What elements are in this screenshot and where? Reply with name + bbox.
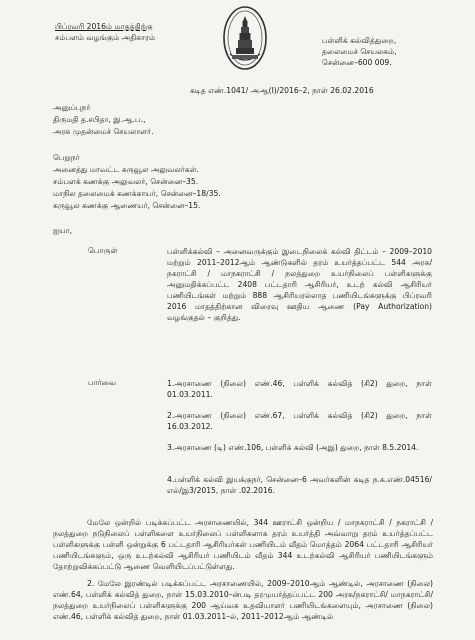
recipient-line: கருவூல கணக்கு ஆணையர், சென்னை–15.	[53, 201, 201, 210]
sender-label: அனுப்புநர்	[53, 103, 91, 112]
subject-label: பொருள்	[88, 246, 118, 255]
salutation: ஐயா,	[53, 226, 72, 235]
recipient-line: மாநில தலைமைக் கணக்காயர், சென்னை–18/35.	[53, 189, 221, 198]
header-right-line3: சென்னை–600 009.	[322, 58, 392, 67]
body-paragraph-2: 2. மேலே இரண்டில் படிக்கப்பட்ட அரசாணையில், 2009–2010ஆம் ஆண்டில், அரசாணை (நிலை) எண்.64, பள்ளிக் கல்வித் துறை, நாள் 15.03.2010–ன்படி தரமுயர்த்தப்பட்ட 200 அரசு/நகராட்சி/ மாநகராட்சி/ நலத்துறை உயர்நிலைப் பள்ளிகளுக்கு 200 ஆய்வக உதவியாளர் பணியிடங்களையும், அரசாணை (நிலை) எண்.46, பள்ளிக் கல்வித் துறை, நாள் 01.03.2011–ல், 2011–2012ஆம் ஆண்டில்	[53, 579, 433, 621]
header-right-line1: பள்ளிக் கல்வித்துறை,	[322, 36, 397, 45]
reference-item: 3.அரசாணை (டி) எண்.106, பள்ளிக் கல்வி (அஇ) துறை, நாள் 8.5.2014.	[167, 443, 419, 452]
header-left-line2: சம்பளம் வழங்கும் அதிகாரம்	[55, 33, 156, 42]
header-right-line2: தலைமைச் செயலகம்,	[322, 47, 397, 56]
subject-text: பள்ளிக்கல்வி – அனைவருக்கும் இடைநிலைக் கல்வி திட்டம் – 2009–2010 மற்றும் 2011–2012ஆம் ஆண்டுகளில் தரம் உயர்த்தப்பட்ட 544 அரசு/ நகராட்சி / மாநகராட்சி / நலத்துறை உயர்நிலைப் பள்ளிகளுக்கு அனுமதிக்கப்பட்ட 2408 பட்டதாரி ஆசிரியர், உடற் கல்வி ஆசிரியர் பணியிடங்கள் மற்றும் 888 ஆசிரியரல்லாத பணியிடங்களுக்கு பிப்ரவரி 2016 மாதத்திற்கான விரைவு ஊதிய ஆணை (Pay Authorization) வழங்குதல் – குறித்து.	[167, 247, 432, 322]
reference-item: 1.அரசாணை (நிலை) எண்.46, பள்ளிக் கல்வித் (சி2) துறை, நாள் 01.03.2011.	[167, 379, 432, 399]
recipient-line: சம்பளக் கணக்கு அலுவலர், சென்னை–35.	[53, 177, 199, 186]
recipients-label: பெறுநர்	[53, 153, 80, 162]
references-label: பார்வை	[88, 378, 117, 387]
letter-reference: கடித எண்.1041/ அஆ(I)/2016–2, நாள் 26.02.2016	[190, 86, 374, 95]
tamil-nadu-emblem-icon	[222, 4, 268, 74]
sender-designation: அரசு முதன்மைச் செயலாளர்.	[53, 127, 154, 136]
reference-item: 2.அரசாணை (நிலை) எண்.67, பள்ளிக் கல்வித் (சி2) துறை, நாள் 16.03.2012.	[167, 411, 432, 431]
header-left-line1: பிப்ரவரி 2016ம் மாதத்திற்கு	[55, 22, 153, 31]
sender-name: திருமதி த.சபிதா, இ.ஆ.ப.,	[53, 115, 146, 124]
body-paragraph-1: மேலே ஒன்றில் படிக்கப்பட்ட அரசாணையில், 344 ஊராட்சி ஒன்றிய / மாநகராட்சி / நகராட்சி / நலத்துறை நடுநிலைப் பள்ளிகளை உயர்நிலைப் பள்ளிகளாக தரம் உயர்த்தி அவ்வாறு தரம் உயர்த்தப்பட்ட பள்ளிகளுக்கு பள்ளி ஒன்றுக்கு 6 பட்டதாரி ஆசிரியர்கள் பணியிடம் வீதம் மொத்தம் 2064 பட்டதாரி ஆசிரியர் பணியிடங்களும், ஒரு உடற்கல்வி ஆசிரியர் பணியிடம் வீதம் 344 உடற்கல்வி ஆசிரியர் பணியிடங்களும் தோற்றுவிக்கப்பட்டு ஆணை வெளியிடப்பட்டுள்ளது.	[53, 518, 433, 571]
reference-item: 4.பள்ளிக் கல்வி இயக்குநர், சென்னை–6 அவர்களின் கடித ந.க.எண்.04516/எல்/இ3/2015, நாள் .02.2016.	[167, 475, 432, 495]
recipient-line: அனைத்து மாவட்ட கருவூல அலுவலர்கள்.	[53, 165, 199, 174]
